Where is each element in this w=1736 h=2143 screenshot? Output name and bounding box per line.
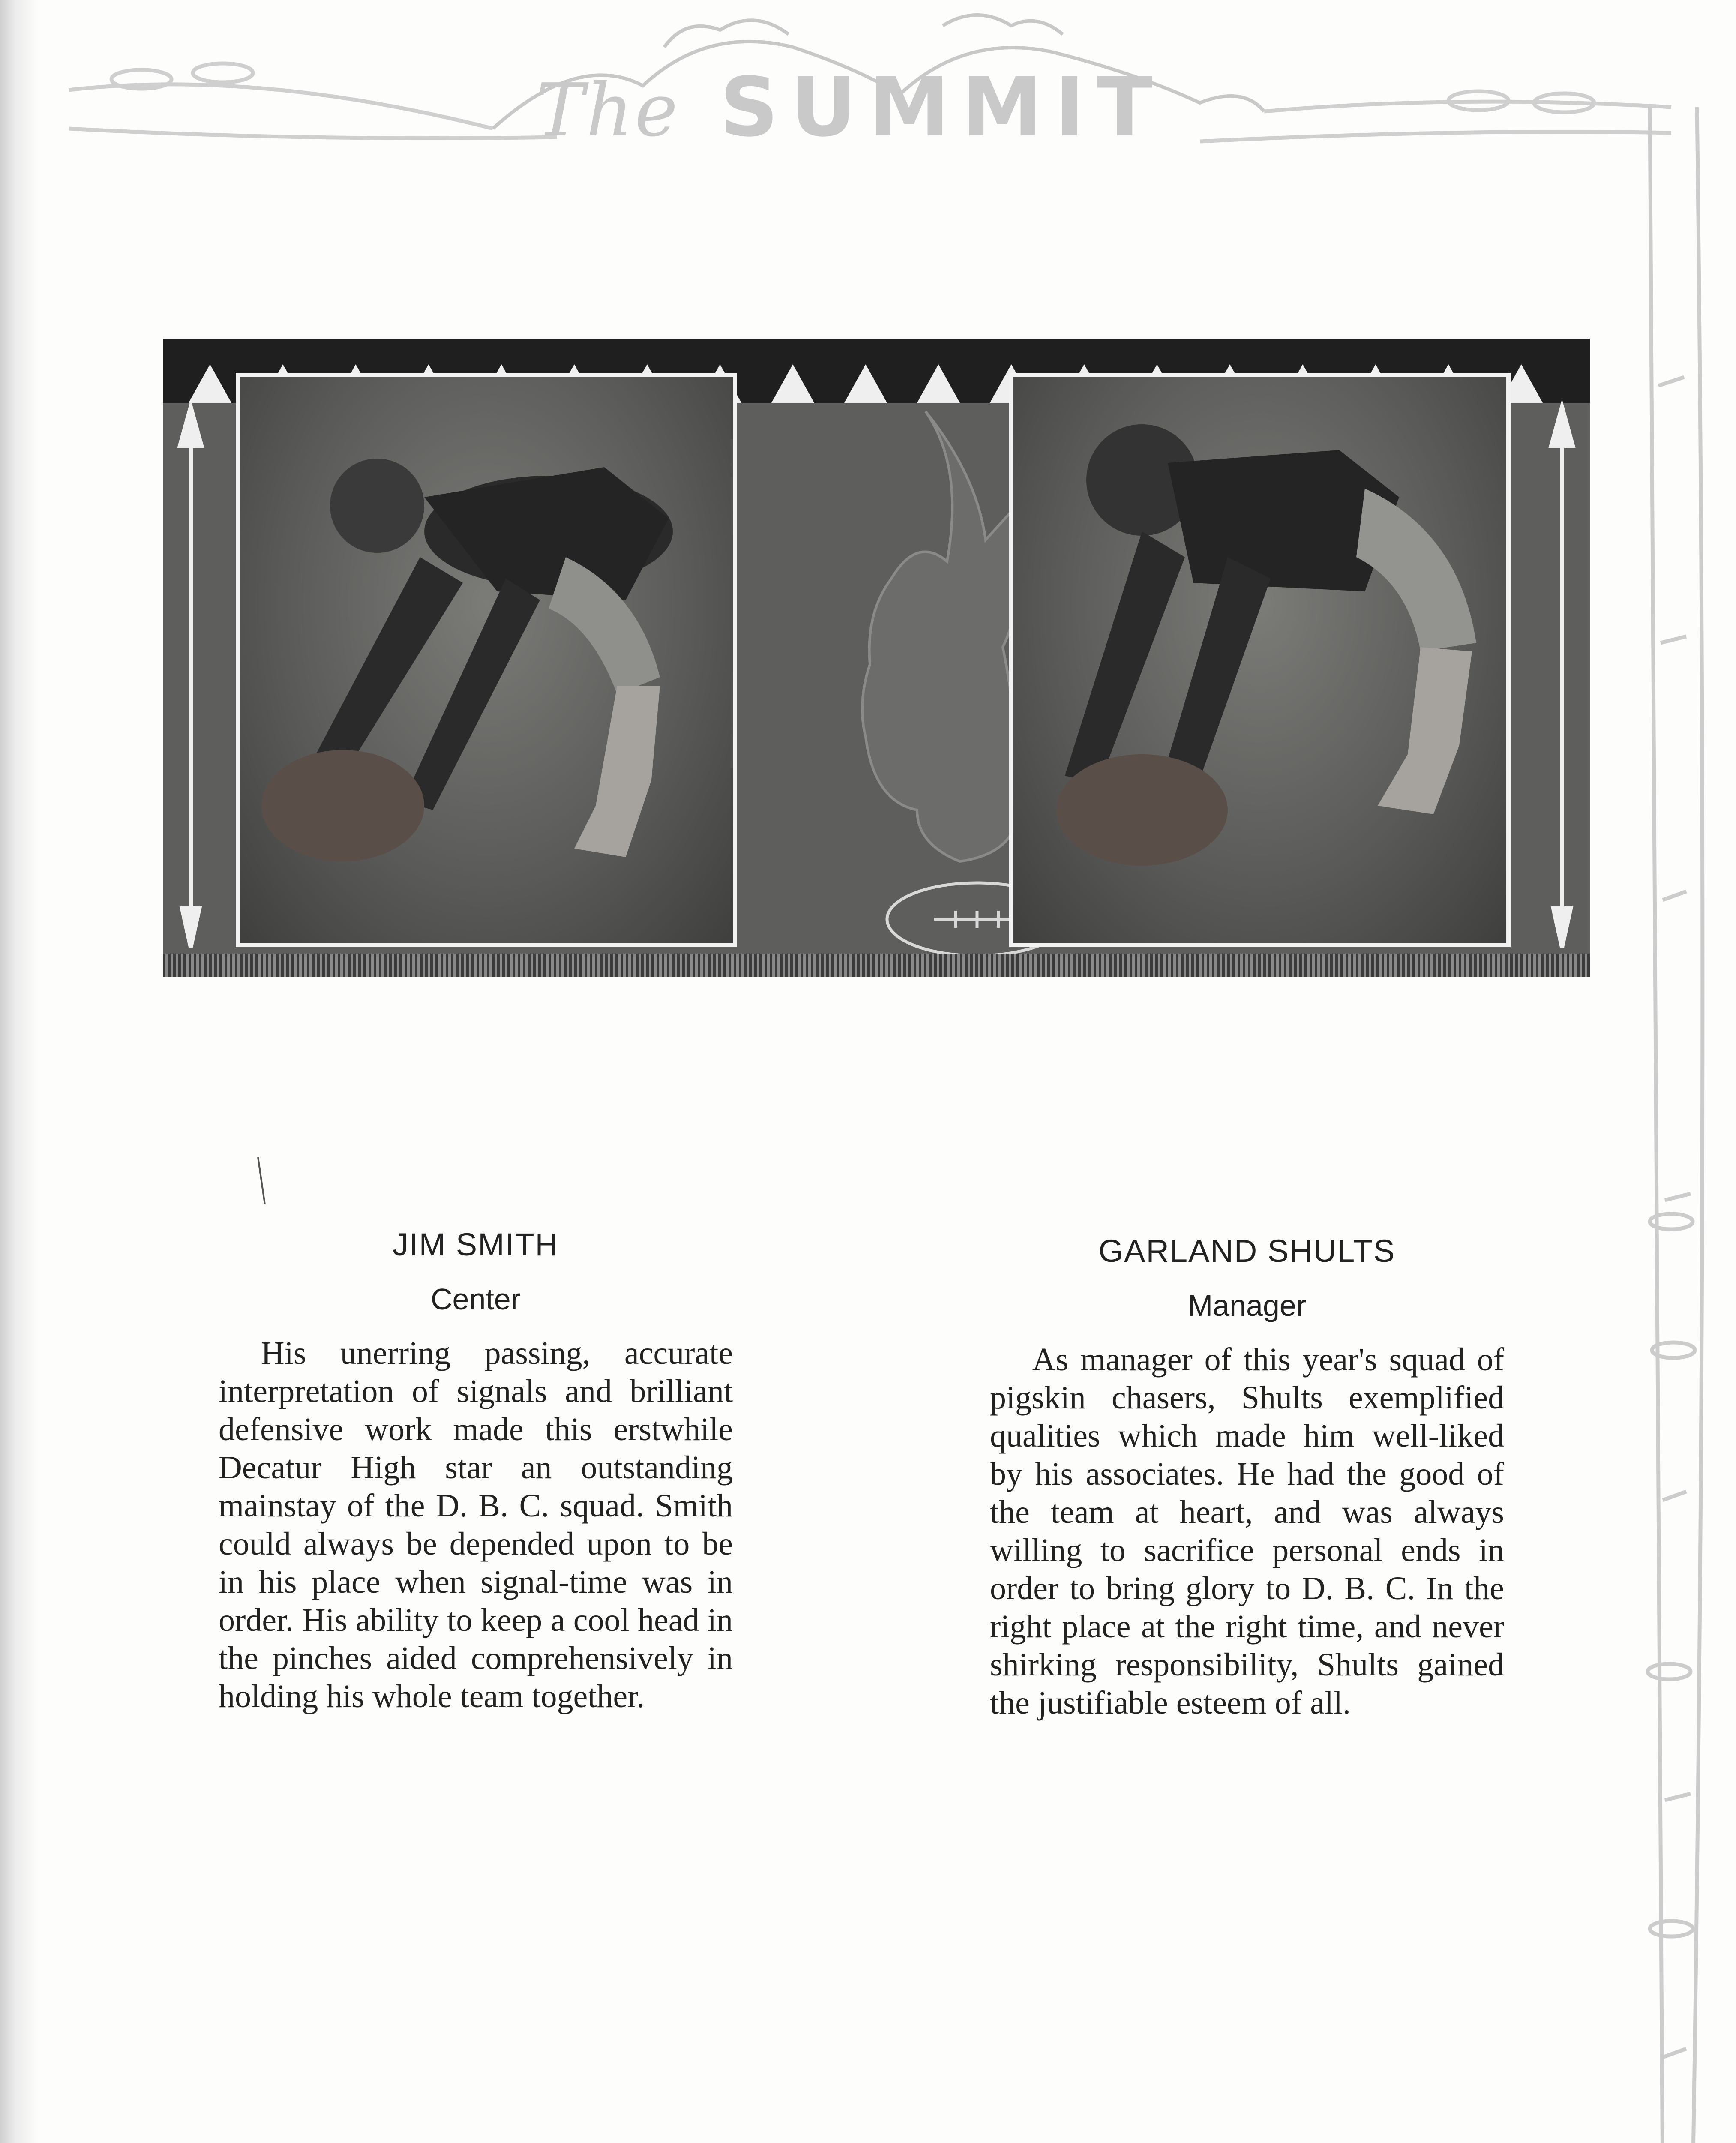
player-bio: As manager of this year's squad of pigskin chasers, Shults exemplified qualities which made him well-liked by his associates. He had the good of the team at heart, and was always willing to sacrifice personal ends in order to bring glory to D. B. C. In the right place at the right time, and never shirking responsibility, Shults gained the justifiable esteem of all.: [990, 1341, 1504, 1721]
player-bio: His unerring passing, accurate interpretation of signals and brilliant defensive work made this erstwhile Decatur High star an outstanding mainstay of the D. B. C. squad. Smith could always be depended upon to be in his place when signal-time was in order. His ability to keep a cool head in the pinches aided comprehensively in holding his whole team together.: [219, 1335, 733, 1714]
player-crouching-image: [1013, 377, 1506, 943]
bio-jim-smith: [219, 1226, 733, 1716]
bio-garland-shults: [990, 1232, 1504, 1722]
player-name: GARLAND SHULTS: [1098, 1233, 1396, 1269]
header-the: The: [536, 68, 680, 153]
player-position: Center: [430, 1282, 521, 1316]
stray-pen-mark: [257, 1157, 266, 1204]
photo-banner: [163, 339, 1590, 977]
header-title: SUMMIT: [720, 60, 1165, 155]
jim-smith-photo: [236, 373, 737, 947]
player-crouching-image: [240, 377, 733, 943]
player-name: JIM SMITH: [393, 1227, 559, 1262]
banner-bottom-stripe: [163, 954, 1590, 977]
garland-shults-photo: [1009, 373, 1511, 947]
the-summit-banner-icon: [536, 60, 1264, 159]
right-birch-border: [1648, 107, 1703, 2143]
player-position: Manager: [1187, 1288, 1307, 1322]
